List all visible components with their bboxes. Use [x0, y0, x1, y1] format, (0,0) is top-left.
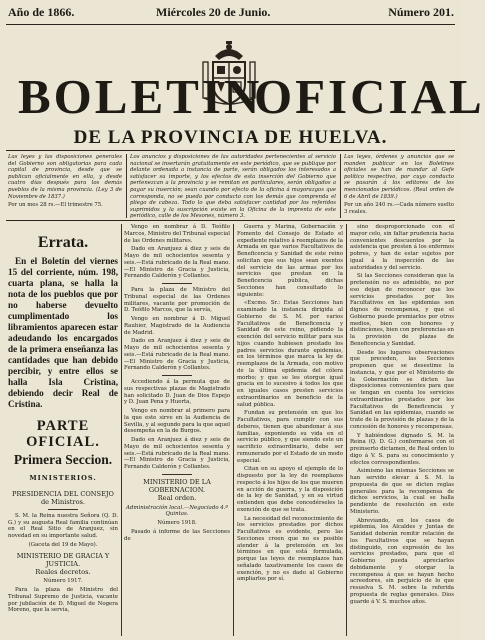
article-paragraph: La necesidad del reconocimiento de los servicios prestados por dichos Facultativos es evidente, pero las Secciones creen que no es posible atender á la pretensión en los términos en que está formulada, porque las leyes de reemplazos han señalado taxativamente los casos de exención, y no es dado al Gobierno ampliarlos por sí.	[237, 515, 343, 583]
title-word-boletin: BOLETIN	[18, 69, 263, 124]
article-paragraph: Y habiéndose dignado S. M. la Reina (Q. D. G.) conformarse con el preinserto dictamen, de Real orden lo digo á V. S. para su conocimiento y efectos correspondientes.	[350, 432, 454, 466]
masthead	[0, 40, 485, 140]
primera-seccion-heading: Primera Seccion.	[13, 452, 113, 467]
column-3	[237, 224, 343, 636]
ministerios-heading: MINISTERIOS.	[29, 474, 97, 482]
newspaper-subtitle: DE LA PROVINCIA DE HUELVA.	[73, 127, 388, 148]
notice-divider	[340, 154, 341, 218]
article-paragraph: Abreviando, en los casos de epidemia, los Alcaldes y Juntas de Sanidad deberán remitir relación de los Facultativos que se hayan distinguido, con expresión de los servicios prestados, para que el Gobierno pueda apreciarlos debidamente y otorgar la recompensa á que se hayan hecho acreedores, sin perjuicio de lo que resuelva S. M. sobre la referida propuesta de reglas generales. Dios guarde á V. S. muchos años.	[350, 517, 454, 605]
subscription-price-left: Por un mes 28 rs.—El trimestre 75.	[8, 202, 103, 209]
masthead-rule	[6, 150, 455, 151]
errata-heading: Errata.	[37, 234, 89, 251]
column-divider	[233, 224, 234, 636]
order-number: Número 1918.	[157, 520, 197, 526]
article-paragraph: Dado en Aranjuez á diez y seis de Mayo de mil ochocientos sesenta y seis.—Está rubricado de la Real mano.—El Ministro de Gracia y Justicia, Fernando Calderón y Collantes.	[124, 338, 230, 372]
article-paragraph: «Excmo. Sr.: Estas Secciones han examinado la instancia dirigida al Gobierno de S. M. por varios Facultativos de Beneficencia y Sanidad de este reino, pidiendo la exención del servicio militar para sus hijos cuando hubiesen prestado los padres servicios durante epidemias, en los términos que marca la ley de reemplazos de la Armada, con motivo de la última epidemia del cólera morbo; y que se les otorgue igual gracia en lo sucesivo á todos los que en iguales casos presten servicios extraordinarios en beneficio de la salud pública.	[237, 300, 343, 408]
subscription-price-right: Por un año 240 rs.—Cada número suelto 3 reales.	[344, 202, 454, 215]
article-paragraph: Guerra y Marina, Gobernación y Fomento del Consejo de Estado el expediente relativo á reemplazos de la Armada en que varios Facultativos de Beneficencia y Sanidad de este reino solicitan que sus hijos sean exentos del servicio de las armas por los servicios que prestan en la Beneficencia pública, dichas Secciones han consultado lo siguiente:	[237, 224, 343, 298]
real-orden-heading: Real orden.	[157, 493, 197, 502]
legal-notice-left	[8, 154, 122, 218]
legal-notice-center: Los anuncios y disposiciones de las autoridades pertenecientes al servicio nacional se insertarán gratuitamente en este periódico, que se publique por delante ordenada a instancia de parte, serán obligados los interesados a satisfacer su importe, y los efectos de esta inserción del Gobierno que pertenezcan a la provincia y se remitan en particulares, serán obligados a pagar su inserción; sean cuando por efecto de la oficina á mayorazgos que corresponda, no se pueda por conducto con los demás que comprenda el pliego de cabeza. Todo lo que deba satisfacer cantidad por los referidos suprimidos y la suscripción existe en la Oficina de la imprenta de este periódico, calle de los Mesones, número 3.	[130, 154, 336, 220]
article-paragraph: Vengo en nombrar á D. Teófilo Marcos, Ministro del Tribunal especial de las Ordenes militares.	[124, 224, 230, 244]
notice-rule	[6, 220, 455, 221]
column-4	[350, 224, 454, 636]
parte-oficial-heading: PARTE OFICIAL.	[26, 418, 100, 450]
article-paragraph: Accediendo á la permuta que de sus respectivas plazas de Magistrado han solicitado D. Juan de Dios Espejo y D. Juan Pena y Huerta,	[124, 379, 230, 406]
article-paragraph: Para la plaza de Ministro del Tribunal especial de las Ordenes militares, vacante por promoción de D. Teófilo Marcos, que la servía,	[124, 287, 230, 314]
ministerio-gracia-heading: MINISTERIO DE GRACIA Y JUSTICIA.	[16, 551, 110, 568]
article-paragraph: Para la plaza de Ministro del Tribunal Supremo de Justicia, vacante por jubilación de D. Miguel de Nogera Moreno, que la servía,	[8, 587, 118, 614]
article-paragraph: sino desproporcionado con el mayor celo, sin faltar prudencia hacia convenientes descuentos por la asistencia que presten á los enfermos pobres, y han de estar sujetos por igual á la inspección de las autoridades y del servicio.	[350, 224, 454, 271]
ministerio-gobernacion-heading: MINISTERIO DE LA GOBERNACION.	[143, 477, 211, 494]
article-paragraph: Vengo en nombrar al primero para la que este sirve en la Audiencia de Sevilla, y al segundo para la que aquel desempeña en la de Burgos.	[124, 408, 230, 435]
article-paragraph: Desde los lugares observaciones que preceden, las Secciones proponen que se desestime la instancia, y que por el Ministerio de la Gobernación se dicten las disposiciones convenientes para que se tengan en cuenta los servicios extraordinarios prestados por los Facultativos de Beneficencia y Sanidad en las epidemias, cuando se trate de la provisión de plazas y de la concesión de honores y recompensas.	[350, 349, 454, 430]
section-separator	[162, 375, 192, 376]
article-paragraph: Asimismo las mismas Secciones se han servido elevar á S. M. la propuesta de que se dicten reglas generales para la recompensa de dichos servicios, la cual se halla pendiente de resolución en este Ministerio.	[350, 468, 454, 515]
decretos-heading: Reales decretos.	[35, 567, 91, 576]
section-separator	[162, 283, 192, 284]
column-divider	[346, 224, 347, 636]
issue-number: Número 201.	[388, 5, 454, 19]
article-paragraph: Dado en Aranjuez á diez y seis de Mayo de mil ochocientos sesenta y seis.—Está rubricado de la Real mano.—El Ministro de Gracia y Justicia, Fernando Calderón y Collantes.	[124, 437, 230, 470]
legal-notice-right-text: Las leyes, órdenes y anuncios que se manden publicar en los Boletines oficiales se han de mandar al Gefe político respectivo, por cuyo conducto se pasarán á los editores de los mencionados periódicos. (Real orden de 6 de Abril de 1839.)	[344, 154, 454, 200]
notice-divider	[126, 154, 127, 218]
header-line	[8, 2, 454, 22]
legal-notice-right	[344, 154, 454, 218]
header-rule	[6, 24, 455, 25]
article-paragraph: Dado en Aranjuez á diez y seis de Mayo de mil ochocientos sesenta y seis.—Está rubricado de la Real mano.—El Ministro de Gracia y Justicia, Fernando Calderón y Collantes.	[124, 246, 230, 280]
errata-text: En el Boletín del viernes 15 del corriente, núm. 198, cuarta plana, se halla la nota de los pueblos que por no haberse devuelto cumplimentado los libramientos aparecen estar adeudando los encargados de la primera enseñanza las cantidades que han debido percibir, y entre ellos se halla Isla Cristina, debiendo decir Real de Cristina.	[8, 256, 118, 409]
article-paragraph: Pasado á informe de las Secciones de	[124, 528, 230, 542]
article-paragraph: Vengo en nombrar á D. Miguel Rauhier, Magistrado de la Audiencia de Madrid.	[124, 316, 230, 336]
administration-note: Administración local.—Negociado 4.º Quintas.	[126, 504, 228, 518]
section-separator	[162, 474, 192, 475]
column-divider	[121, 224, 122, 636]
column-1	[8, 224, 118, 636]
gaceta-reference: (Gaceta del 19 de Mayo).	[28, 541, 98, 548]
article-paragraph: Fundan su pretensión en que los Facultativos, para cumplir con sus deberes, tienen que abandonar á sus familias, exponiendo su vida en el servicio público, y que siendo este un sacrificio extraordinario, debe ser remunerado por el Estado de un modo especial.	[237, 410, 343, 464]
section-separator	[48, 509, 78, 510]
column-2	[124, 224, 230, 636]
presidencia-heading: PRESIDENCIA DEL CONSEJO de Ministros.	[12, 489, 114, 506]
article-paragraph: S. M. la Reina nuestra Señora (Q. D. G.) y su augusta Real familia continúan en el Real Sitio de Aranjuez, sin novedad en su importante salud.	[8, 512, 118, 539]
article-paragraph: Citan en su apoyo el ejemplo de lo dispuesto por la ley de reemplazos respecto á los hijos de los que mueren en acción de guerra, y la disposición de la ley de Sanidad, y en su virtud entienden que debe concedérseles la exención de que se trata.	[237, 466, 343, 513]
title-word-oficial: OFICIAL	[254, 69, 485, 124]
issue-year: Año de 1866.	[8, 5, 75, 19]
decree-number: Número 1917.	[43, 578, 83, 585]
issue-date: Miércoles 20 de Junio.	[156, 5, 271, 19]
article-paragraph: Si las Secciones consideran que la pretensión no es admisible, no por eso dejan de reconocer que los servicios prestados por los Facultativos en las epidemias son dignos de recompensa, y que el Gobierno puede premiarlos por otros medios, bien con honores y distinciones, bien con preferencias en la provisión de plazas de Beneficencia y Sanidad.	[350, 273, 454, 347]
legal-notice-left-text: Las leyes y las disposiciones generales del Gobierno son obligatorias para cada capital de provincia, desde que se publican oficialmente en ella, y desde cuatro días después para los demás pueblos de la misma provincia. (Ley 3 de Noviembre de 1837.)	[8, 154, 122, 200]
